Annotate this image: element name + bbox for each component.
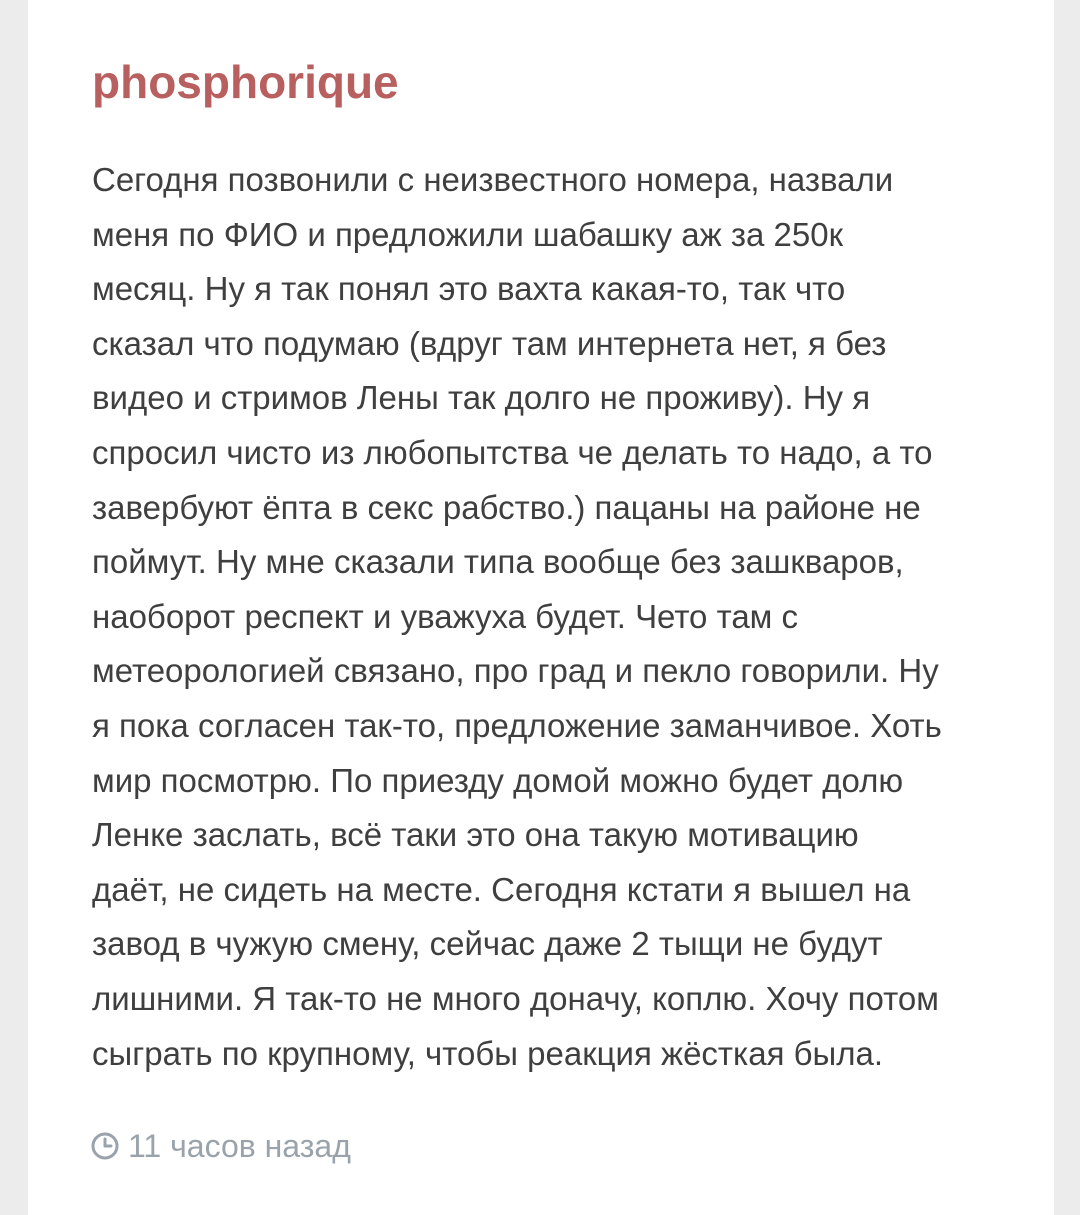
post-text-line: сыграть по крупному, чтобы реакция жёсткая была. xyxy=(92,1034,884,1072)
author-name[interactable]: phosphorique xyxy=(92,56,399,108)
post-text-line: лишними. Я так-то не много доначу, коплю. Хочу потом xyxy=(92,979,939,1017)
post-text-line: сказал что подумаю (вдруг там интернета нет, я без xyxy=(92,324,887,362)
post-text-line: Ленке заслать, всё таки это она такую мотивацию xyxy=(92,816,859,854)
post-text-line: видео и стримов Лены так долго не проживу). Ну я xyxy=(92,379,871,417)
post-text-line: месяц. Ну я так понял это вахта какая-то, так что xyxy=(92,270,846,308)
post-text-line: завод в чужую смену, сейчас даже 2 тыщи не будут xyxy=(92,925,883,963)
post-timestamp[interactable]: 11 часов назад xyxy=(128,1127,351,1164)
post-text-line: наоборот респект и уважуха будет. Чето там с xyxy=(92,597,799,635)
post-text-line: поймут. Ну мне сказали типа вообще без зашкваров, xyxy=(92,543,904,581)
post-body xyxy=(92,153,942,1081)
post-text-line: метеорологией связано, про град и пекло говорили. Ну xyxy=(92,652,939,690)
post-text-line: спросил чисто из любопытства че делать то надо, а то xyxy=(92,433,933,471)
post-card xyxy=(28,0,1054,1215)
post-meta xyxy=(90,1122,351,1170)
post-text-line: Сегодня позвонили с неизвестного номера, назвали xyxy=(92,161,894,198)
post-text-line: завербуют ёпта в секс рабство.) пацаны на районе не xyxy=(92,488,921,526)
post-text-line: я пока согласен так-то, предложение заманчивое. Хоть xyxy=(92,706,942,744)
post-text-line: даёт, не сидеть на месте. Сегодня кстати я вышел на xyxy=(92,870,911,908)
post-text-line: меня по ФИО и предложили шабашку аж за 250к xyxy=(92,215,844,253)
post-text-line: мир посмотрю. По приезду домой можно будет долю xyxy=(92,761,904,799)
clock-icon xyxy=(90,1131,120,1161)
